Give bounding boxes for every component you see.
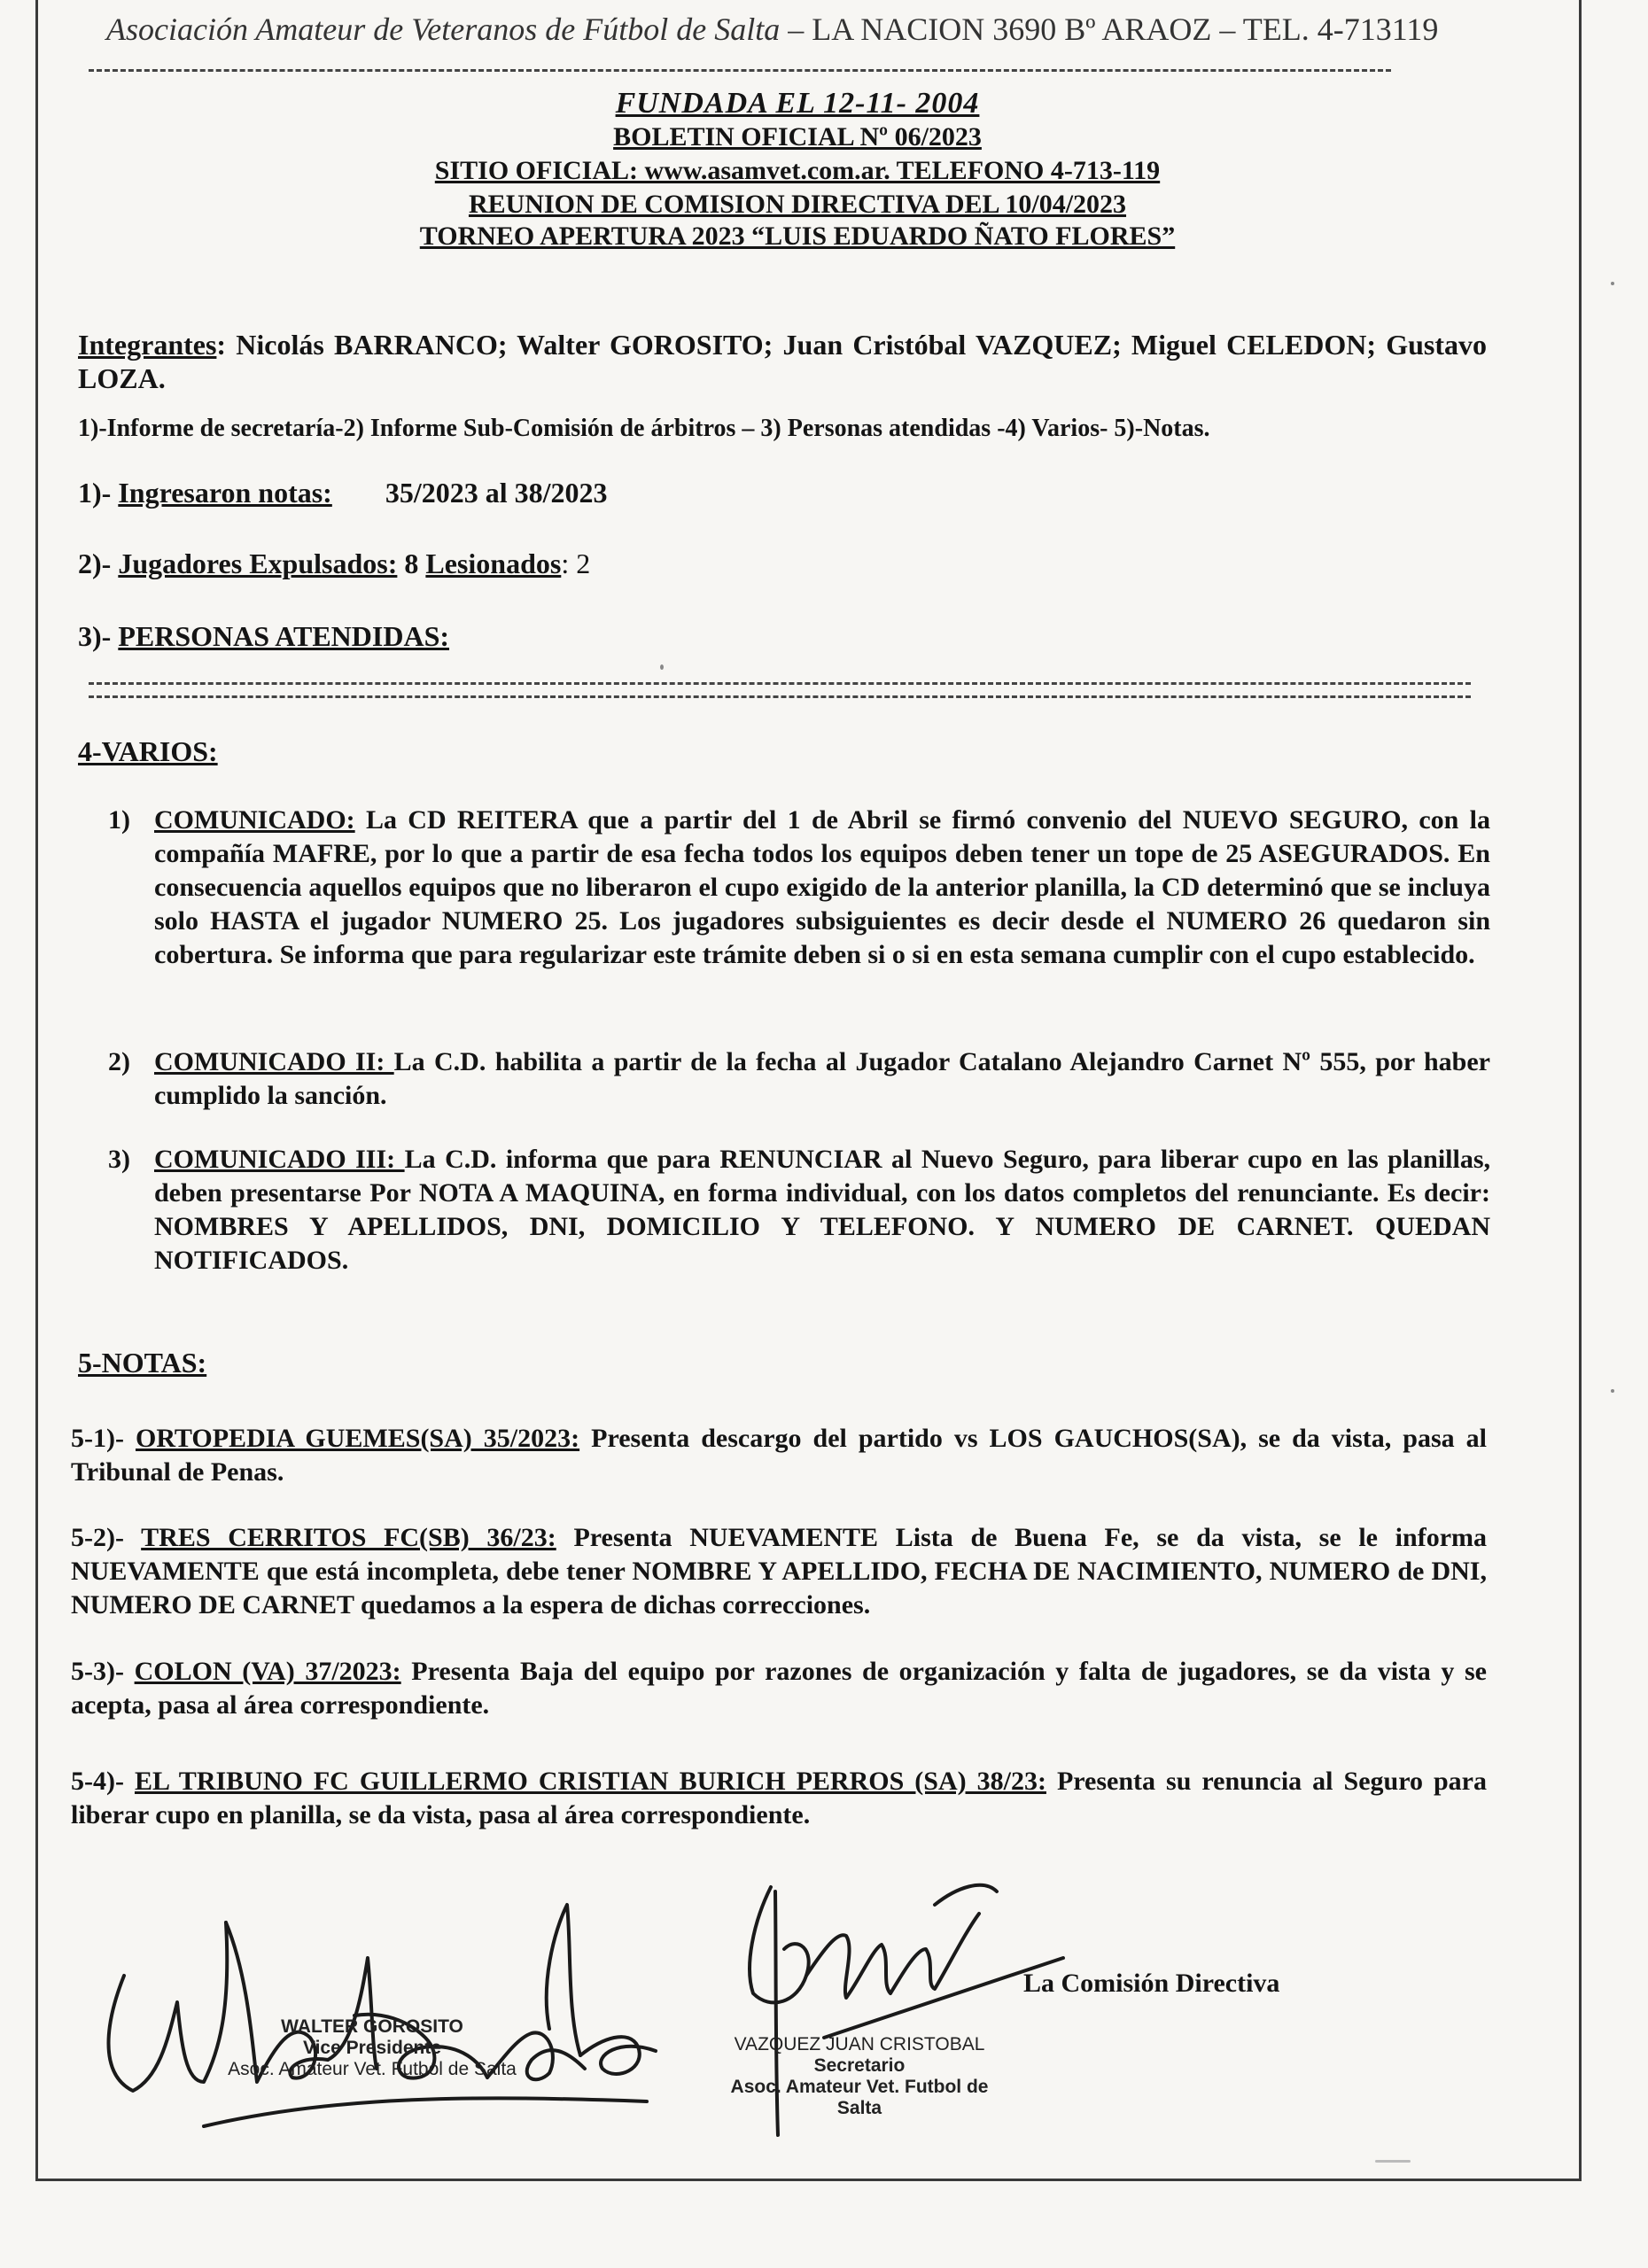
note-label: ORTOPEDIA GUEMES(SA) 35/2023: bbox=[135, 1424, 580, 1453]
section-divider bbox=[89, 695, 1471, 698]
item2-prefix: 2)- bbox=[78, 548, 112, 579]
signer-role: Vice Presidente bbox=[302, 2038, 442, 2058]
item-persons-attended bbox=[78, 620, 449, 653]
expelled-label: Jugadores Expulsados: bbox=[118, 548, 398, 579]
association-name: Asociación Amateur de Veteranos de Fútbol de Salta bbox=[106, 12, 781, 47]
announcement-3 bbox=[108, 1143, 1490, 1278]
note-prefix: 5-4)- bbox=[71, 1767, 135, 1796]
official-site: SITIO OFICIAL: www.asamvet.com.ar. TELEFONO 4-713-119 bbox=[434, 156, 1161, 185]
announcement-number: 1) bbox=[108, 805, 130, 835]
note-text: Presenta su renuncia al Seguro para liberar cupo en planilla, se da vista, pasa al área correspondiente. bbox=[71, 1767, 1487, 1829]
scan-speck bbox=[1611, 282, 1614, 285]
item1-prefix: 1)- bbox=[78, 477, 112, 509]
note-label: EL TRIBUNO FC GUILLERMO CRISTIAN BURICH PERROS (SA) 38/23: bbox=[134, 1767, 1046, 1796]
signer-org: Asoc. Amateur Vet. Futbol de Salta bbox=[730, 2077, 989, 2118]
stamp-vice-president bbox=[213, 2016, 532, 2080]
note-label: COLON (VA) 37/2023: bbox=[134, 1657, 401, 1686]
note-text: Presenta NUEVAMENTE Lista de Buena Fe, se da vista, se le informa NUEVAMENTE que está incompleta, debe tener NOMBRE Y APELLIDO, FECHA DE NACIMIENTO, NUMERO de DNI, NUMERO DE CARNET quedamos a la espera de dichas correcciones. bbox=[71, 1523, 1487, 1619]
item-notes-received bbox=[78, 477, 608, 509]
tournament-title: TORNEO APERTURA 2023 “LUIS EDUARDO ÑATO FLORES” bbox=[419, 221, 1176, 251]
item3-prefix: 3)- bbox=[78, 620, 112, 652]
members-paragraph bbox=[78, 328, 1487, 395]
signer-role: Secretario bbox=[813, 2055, 906, 2076]
item1-label: Ingresaron notas: bbox=[118, 477, 332, 509]
bulletin-number: BOLETIN OFICIAL Nº 06/2023 bbox=[613, 122, 982, 151]
announcement-label: COMUNICADO II: bbox=[154, 1047, 394, 1076]
scan-speck bbox=[660, 664, 664, 670]
note-prefix: 5-3)- bbox=[71, 1657, 135, 1686]
note-prefix: 5-2)- bbox=[71, 1523, 142, 1552]
injured-value: : 2 bbox=[561, 548, 591, 579]
item3-label: PERSONAS ATENDIDAS: bbox=[118, 620, 450, 652]
stamp-secretary bbox=[709, 2034, 1010, 2119]
item1-value: 35/2023 al 38/2023 bbox=[385, 477, 608, 509]
scan-speck bbox=[1375, 2160, 1411, 2163]
announcement-number: 3) bbox=[108, 1145, 130, 1174]
notas-heading: 5-NOTAS: bbox=[78, 1347, 207, 1379]
signature-walter-gorosito bbox=[71, 1869, 691, 2153]
signer-name: WALTER GOROSITO bbox=[281, 2016, 463, 2037]
members-list: : Nicolás BARRANCO; Walter GOROSITO; Juan Cristóbal VAZQUEZ; Miguel CELEDON; Gustavo LOZA. bbox=[78, 329, 1487, 394]
scan-speck bbox=[1611, 1389, 1614, 1393]
note-label: TRES CERRITOS FC(SB) 36/23: bbox=[141, 1523, 556, 1552]
expelled-value: 8 bbox=[404, 548, 419, 579]
announcement-text: La C.D. habilita a partir de la fecha al Jugador Catalano Alejandro Carnet Nº 555, por haber cumplido la sanción. bbox=[154, 1047, 1490, 1110]
note-5-4 bbox=[71, 1765, 1487, 1832]
agenda: 1)-Informe de secretaría-2) Informe Sub-Comisión de árbitros – 3) Personas atendidas -4) Varios- 5)-Notas. bbox=[78, 415, 1210, 442]
announcement-label: COMUNICADO: bbox=[154, 805, 355, 835]
signer-name: VAZQUEZ JUAN CRISTOBAL bbox=[734, 2034, 985, 2054]
note-prefix: 5-1)- bbox=[71, 1424, 136, 1453]
header-divider bbox=[89, 69, 1391, 72]
announcement-2 bbox=[108, 1045, 1490, 1113]
section-divider bbox=[89, 682, 1471, 685]
announcement-label: COMUNICADO III: bbox=[154, 1145, 405, 1174]
association-address: – LA NACION 3690 Bº ARAOZ – TEL. 4-713119 bbox=[788, 12, 1439, 47]
announcement-number: 2) bbox=[108, 1047, 130, 1076]
founded-date: FUNDADA EL 12-11- 2004 bbox=[615, 87, 980, 120]
signer-org: Asoc. Amateur Vet. Futbol de Salta bbox=[228, 2059, 517, 2079]
note-5-2 bbox=[71, 1521, 1487, 1622]
injured-label: Lesionados bbox=[425, 548, 562, 579]
announcement-text: La CD REITERA que a partir del 1 de Abril se firmó convenio del NUEVO SEGURO, con la compañía MAFRE, por lo que a partir de esa fecha todos los equipos deben tener un tope de 25 ASEGURADOS. En consecuencia aquellos equipos que no liberaron el cupo exigido de la anterior planilla, la CD determinó que se incluya solo HASTA el jugador NUMERO 25. Los jugadores subsiguientes es decir desde el NUMERO 26 quedaron sin cobertura. Se informa que para regularizar este trámite deben si o si en esta semana cumplir con el cupo establecido. bbox=[154, 805, 1490, 969]
note-5-3 bbox=[71, 1655, 1487, 1722]
members-label: Integrantes bbox=[78, 329, 217, 361]
varios-heading: 4-VARIOS: bbox=[78, 735, 218, 767]
note-text: Presenta descargo del partido vs LOS GAUCHOS(SA), se da vista, pasa al Tribunal de Penas. bbox=[71, 1424, 1487, 1487]
closing-signature: La Comisión Directiva bbox=[1023, 1969, 1280, 1998]
note-text: Presenta Baja del equipo por razones de organización y falta de jugadores, se da vista y se acepta, pasa al área correspondiente. bbox=[71, 1657, 1487, 1720]
note-5-1 bbox=[71, 1422, 1487, 1489]
announcement-1 bbox=[108, 804, 1490, 972]
meeting-title: REUNION DE COMISION DIRECTIVA DEL 10/04/2023 bbox=[468, 190, 1127, 219]
letterhead bbox=[106, 11, 1489, 48]
item-players bbox=[78, 548, 590, 580]
announcement-text: La C.D. informa que para RENUNCIAR al Nuevo Seguro, para liberar cupo en las planillas, deben presentarse Por NOTA A MAQUINA, en forma individual, con los datos completos del renunciante. Es decir: NOMBRES Y APELLIDOS, DNI, DOMICILIO Y TELEFONO. Y NUMERO DE CARNET. QUEDAN NOTIFICADOS. bbox=[154, 1145, 1490, 1275]
